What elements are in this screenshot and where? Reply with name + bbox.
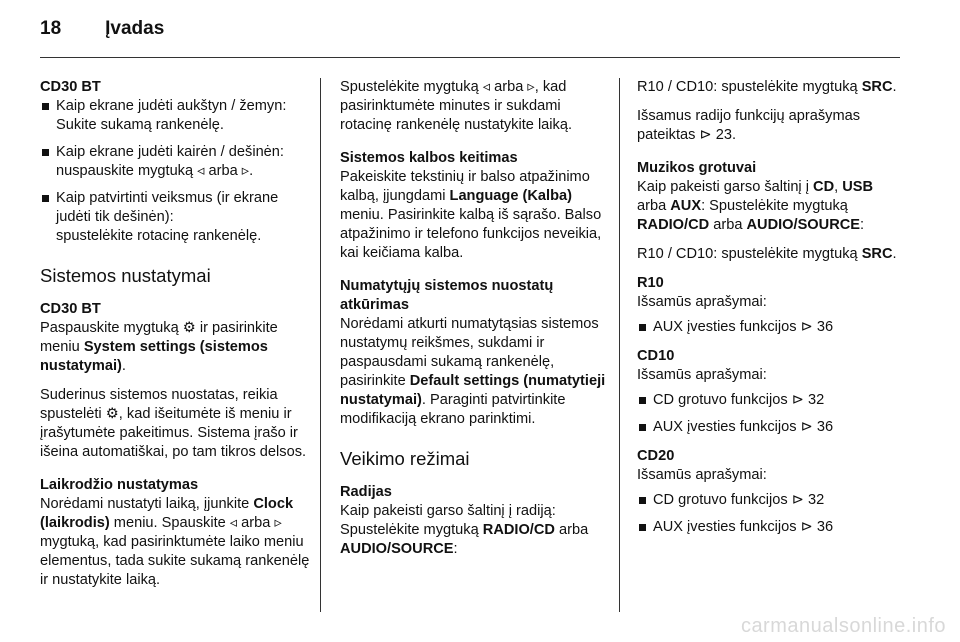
list-item: AUX įvesties funkcijos ⊳ 36 bbox=[637, 318, 902, 337]
list-item: Kaip ekrane judėti aukštyn / žemyn: Sukite sukamą rankenėlę. bbox=[40, 97, 310, 135]
paragraph: R10 / CD10: spustelėkite mygtuką SRC. bbox=[637, 246, 897, 262]
subheading-cd30bt: CD30 BT bbox=[40, 79, 101, 95]
list-item: AUX įvesties funkcijos ⊳ 36 bbox=[637, 518, 902, 537]
bullet-icon bbox=[639, 524, 646, 531]
section-heading-system-settings: Sistemos nustatymai bbox=[40, 265, 211, 286]
paragraph: R10 / CD10: spustelėkite mygtuką SRC. bbox=[637, 79, 897, 95]
paragraph: Išsamūs aprašymai: bbox=[637, 367, 767, 383]
subheading-radio: Radijas bbox=[340, 484, 392, 500]
column-divider-1 bbox=[320, 78, 321, 612]
subheading-language: Sistemos kalbos keitimas bbox=[340, 150, 518, 166]
paragraph: Pakeiskite tekstinių ir balso atpažinimo kalbą, įjungdami Language (Kalba) meniu. Pasirinkite kalbą iš sąrašo. Balso atpažinimo ir telefono funkcijos neveikia, kai keičiama kalba. bbox=[340, 169, 602, 261]
list-item: AUX įvesties funkcijos ⊳ 36 bbox=[637, 418, 902, 437]
paragraph: Suderinus sistemos nuostatas, reikia spustelėti ⚙, kad išeitumėte iš meniu ir įrašytumėte pakeitimus. Sistema įrašo ir išeina automatiškai, po tam tikros delsos. bbox=[40, 387, 307, 460]
list-item: CD grotuvo funkcijos ⊳ 32 bbox=[637, 391, 902, 410]
subheading-cd30bt: CD30 BT bbox=[40, 301, 101, 317]
page-header bbox=[40, 18, 164, 40]
page-title: Įvadas bbox=[105, 18, 165, 39]
subheading-r10: R10 bbox=[637, 275, 664, 291]
paragraph: Išsamus radijo funkcijų aprašymas pateiktas ⊳ 23. bbox=[637, 108, 861, 143]
column-2 bbox=[340, 78, 610, 569]
bullet-icon bbox=[42, 103, 49, 110]
bullet-icon bbox=[639, 324, 646, 331]
paragraph: Norėdami nustatyti laiką, įjunkite Clock (laikrodis) meniu. Spauskite ◃ arba ▹ mygtuką, kad pasirinktumėte laiko meniu elementus, tada sukite sukamą rankenėlę ir nustatykite laiką. bbox=[40, 496, 310, 588]
list-item: Kaip ekrane judėti kairėn / dešinėn: nuspauskite mygtuką ◃ arba ▹. bbox=[40, 143, 310, 181]
page-number: 18 bbox=[40, 18, 62, 39]
paragraph: Paspauskite mygtuką ⚙ ir pasirinkite meniu System settings (sistemos nustatymai). bbox=[40, 320, 278, 374]
bullet-icon bbox=[42, 149, 49, 156]
bullet-icon bbox=[639, 497, 646, 504]
bullet-icon bbox=[42, 195, 49, 202]
bullet-icon bbox=[639, 397, 646, 404]
column-1 bbox=[40, 78, 310, 600]
column-divider-2 bbox=[619, 78, 620, 612]
paragraph: Išsamūs aprašymai: bbox=[637, 294, 767, 310]
paragraph: Kaip pakeisti garso šaltinį į radiją: Spustelėkite mygtuką RADIO/CD arba AUDIO/SOURCE: bbox=[340, 503, 589, 557]
list-item: Kaip patvirtinti veiksmus (ir ekrane judėti tik dešinėn): spustelėkite rotacinę rankenėlę. bbox=[40, 189, 310, 246]
subheading-clock: Laikrodžio nustatymas bbox=[40, 477, 199, 493]
paragraph: Spustelėkite mygtuką ◃ arba ▹, kad pasirinktumėte minutes ir sukdami rotacinę rankenėlę nustatykite laiką. bbox=[340, 79, 573, 133]
header-rule bbox=[40, 57, 900, 58]
subheading-cd10: CD10 bbox=[637, 348, 675, 364]
watermark: carmanualsonline.info bbox=[740, 615, 946, 637]
subheading-default-settings: Numatytųjų sistemos nuostatų atkūrimas bbox=[340, 278, 554, 313]
paragraph: Norėdami atkurti numatytąsias sistemos nustatymų reikšmes, sukdami ir paspausdami sukamą rankenėlę, pasirinkite Default settings (numatytieji nustatymai). Paraginti patvirtinkite modifikaciją ekrano parinktimi. bbox=[340, 316, 606, 427]
column-3 bbox=[637, 78, 902, 545]
paragraph: Kaip pakeisti garso šaltinį į CD, USB arba AUX: Spustelėkite mygtuką RADIO/CD arba AUDIO/SOURCE: bbox=[637, 179, 874, 233]
section-heading-operating-modes: Veikimo režimai bbox=[340, 448, 470, 469]
subheading-music-players: Muzikos grotuvai bbox=[637, 160, 757, 176]
bullet-icon bbox=[639, 424, 646, 431]
subheading-cd20: CD20 bbox=[637, 448, 675, 464]
list-item: CD grotuvo funkcijos ⊳ 32 bbox=[637, 491, 902, 510]
paragraph: Išsamūs aprašymai: bbox=[637, 467, 767, 483]
